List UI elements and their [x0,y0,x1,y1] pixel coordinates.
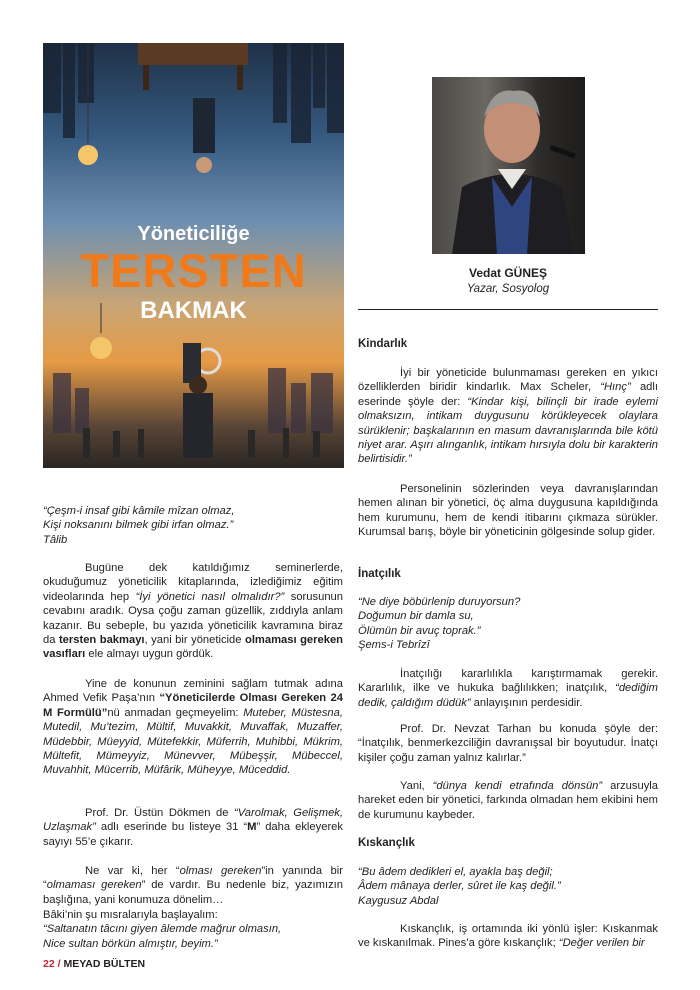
text: nü anmadan geçmeyelim: [107,706,244,719]
text: “dediğim dedik, çaldığım düdük” [358,682,658,709]
quote-line: Ölümün bir avuç toprak.” [358,624,481,637]
epigraph-line: Kişi noksanını bilmek gibi irfan olmaz.” [43,519,234,532]
epigraph-attribution: Tâlib [43,533,68,546]
quote-line: Doğumun bir damla su, [358,610,474,623]
text: İnatçılığı kararlılıkla karıştırmamak gerekir. Kararlılık, ilke ve hukuka bağlılıkken; inatçılık, [358,668,658,695]
author-photo [432,77,585,254]
text: “Hınç” [600,381,631,394]
text: Yani, [400,780,433,792]
right-paragraph-2: Personelinin sözlerinden veya davranışlarından hemen alınan bir yönetici, öç alma duygusuna kapıldığında hem kurumunu, hem de kendi itibarını çıkmaza sürükler. Kurumsal barış, böyle bir yöneticinin gölgesinde solup gider. [358,483,658,539]
epigraph-line: “Çeşm-i insaf gibi kâmile mîzan olmaz, [43,505,235,517]
left-paragraph-3 [43,806,343,849]
quote-line: Âdem mânaya derler, sûret ile kaş değil.” [358,880,561,893]
book-cover-image [43,43,344,468]
heading-kiskanclik: Kıskançlık [358,837,415,849]
quote-attribution: Kaygusuz Abdal [358,894,439,907]
text: adlı eserinde bu listeye 31 “ [95,821,248,834]
author-divider [358,309,658,310]
right-quote-3 [358,865,658,908]
footer-separator: / [57,958,61,970]
text: “dünya kendi etrafında dönsün” [432,780,603,792]
text: “Kindar kişi, bilinçli bir irade eylemi olmaksızın, intikam duygusunu körükleyecek olaylara sürüklenir; başkalarının en masum davranışlarında bile kötü niyet arar. Aşırı alınganlık, intikam hırsıyla dolu bir karakterin belirtisidir.” [358,395,658,466]
page-number: 22 [43,958,55,970]
text: “Yöneticilerde Olması Gereken 24 M Formülü” [43,692,343,719]
text: ” de vardır. Bu nedenle biz, yazımızın başlığına, yani konumuza dönelim… [43,879,344,906]
text: Bâki’nin şu mısralarıyla başlayalım: [43,909,218,921]
text: anlayışının perdesidir. [470,696,583,709]
text: “Değer verilen bir [558,937,645,950]
text: ”in yanında bir “ [43,865,343,892]
cover-title-line2: TERSTEN [80,244,307,297]
text: İyi bir yöneticide bulunmaması gereken en yıkıcı özelliklerden biridir kindarlık. Max Scheler, [358,367,658,394]
text: “Varolmak, Gelişmek, Uzlaşmak” [43,807,343,834]
text: “İyi yönetici nasıl olmalıdır?” [135,590,285,603]
cover-title-line1: Yöneticiliğe [137,223,250,245]
text: Prof. Dr. Üstün Dökmen de [85,807,235,819]
text: adlı eserinde şöyle der: [358,381,658,408]
right-paragraph-1 [358,366,658,467]
text: olmaması gereken vasıfları [43,634,344,661]
text: arzusuyla hareket eden bir yönetici, farkında olmadan hem ekibini hem de kurumunu kaybeder. [358,780,658,821]
left-paragraph-1 [43,561,343,662]
text: Kıskançlık, iş ortamında iki yönlü işler: Kıskanmak ve kıskanılmak. Pines’a göre kıskançlık; [358,923,658,950]
quote-attribution: Şems-i Tebrîzî [358,639,430,652]
right-paragraph-3 [358,667,658,710]
right-quote-2 [358,595,658,653]
author-name: Vedat GÜNEŞ [468,266,548,280]
right-paragraph-4: Prof. Dr. Nevzat Tarhan bu konuda şöyle der: “İnatçılık, benmerkezciliğin davranışsal bir boyutudur. İnatçı kişiler çoğu zaman yalnız kalırlar.” [358,723,658,764]
author-role: Yazar, Sosyolog [466,283,550,295]
text: Muteber, Müstesna, Mutedil, Mu’tezim, Mültif, Muvakkit, Muvaffak, Muzaffer, Müdebbir, Müeyyid, Mütefekkir, Müferrih, Muhibbi, Mükrim, Mültefit, Mümeyyiz, Münevver, Mübeşşir, Mübeccel, Muvahhit, Mücerrib, Müfârik, Müheyye, Müceddid. [43,706,343,777]
left-paragraph-2 [43,677,343,778]
left-paragraph-4 [43,864,343,907]
text: ele almayı uygun gördük. [85,648,214,661]
text: olmaması gereken [46,879,142,892]
verse-line: Nice sultan börkün almıştır, beyim.” [43,937,218,950]
author-portrait [432,77,585,254]
text: Yine de konunun zeminini sağlam tutmak adına Ahmed Vefik Paşa’nın [43,678,343,705]
right-paragraph-6 [358,922,658,951]
text: Bugüne dek katıldığımız seminerlerde, okuduğumuz yöneticilik kitaplarında, izlediğimiz eğitim videolarında hep [43,562,343,603]
text: sorusunun cevabını aradık. Oysa çoğu zaman güzellik, zıddıyla anlam kazanır. Bu sebeple, bu yazıda yöneticilik kavramına biraz da [43,590,343,647]
publication-title: MEYAD BÜLTEN [63,958,146,970]
left-epigraph [43,504,343,547]
text: ” daha ekleyerek sayıyı 55’e çıkarır. [43,821,343,848]
text: M [247,821,257,834]
right-paragraph-5 [358,779,658,822]
page-footer [43,958,145,970]
left-intro-line [43,908,343,951]
heading-kindarlik: Kindarlık [358,338,408,350]
text: , yani bir yöneticide [144,634,245,647]
quote-line: “Ne diye böbürlenip duruyorsun? [358,596,521,608]
cover-title-line3: BAKMAK [140,297,247,324]
text: tersten bakmayı [58,634,145,647]
verse-line: “Saltanatın tâcını giyen âlemde mağrur olmasın, [43,923,282,936]
quote-line: “Bu âdem dedikleri el, ayakla baş değil; [358,866,553,878]
text: olması gereken [179,865,262,877]
text: Ne var ki, her “ [85,865,180,877]
heading-inatcilik: İnatçılık [358,568,401,580]
